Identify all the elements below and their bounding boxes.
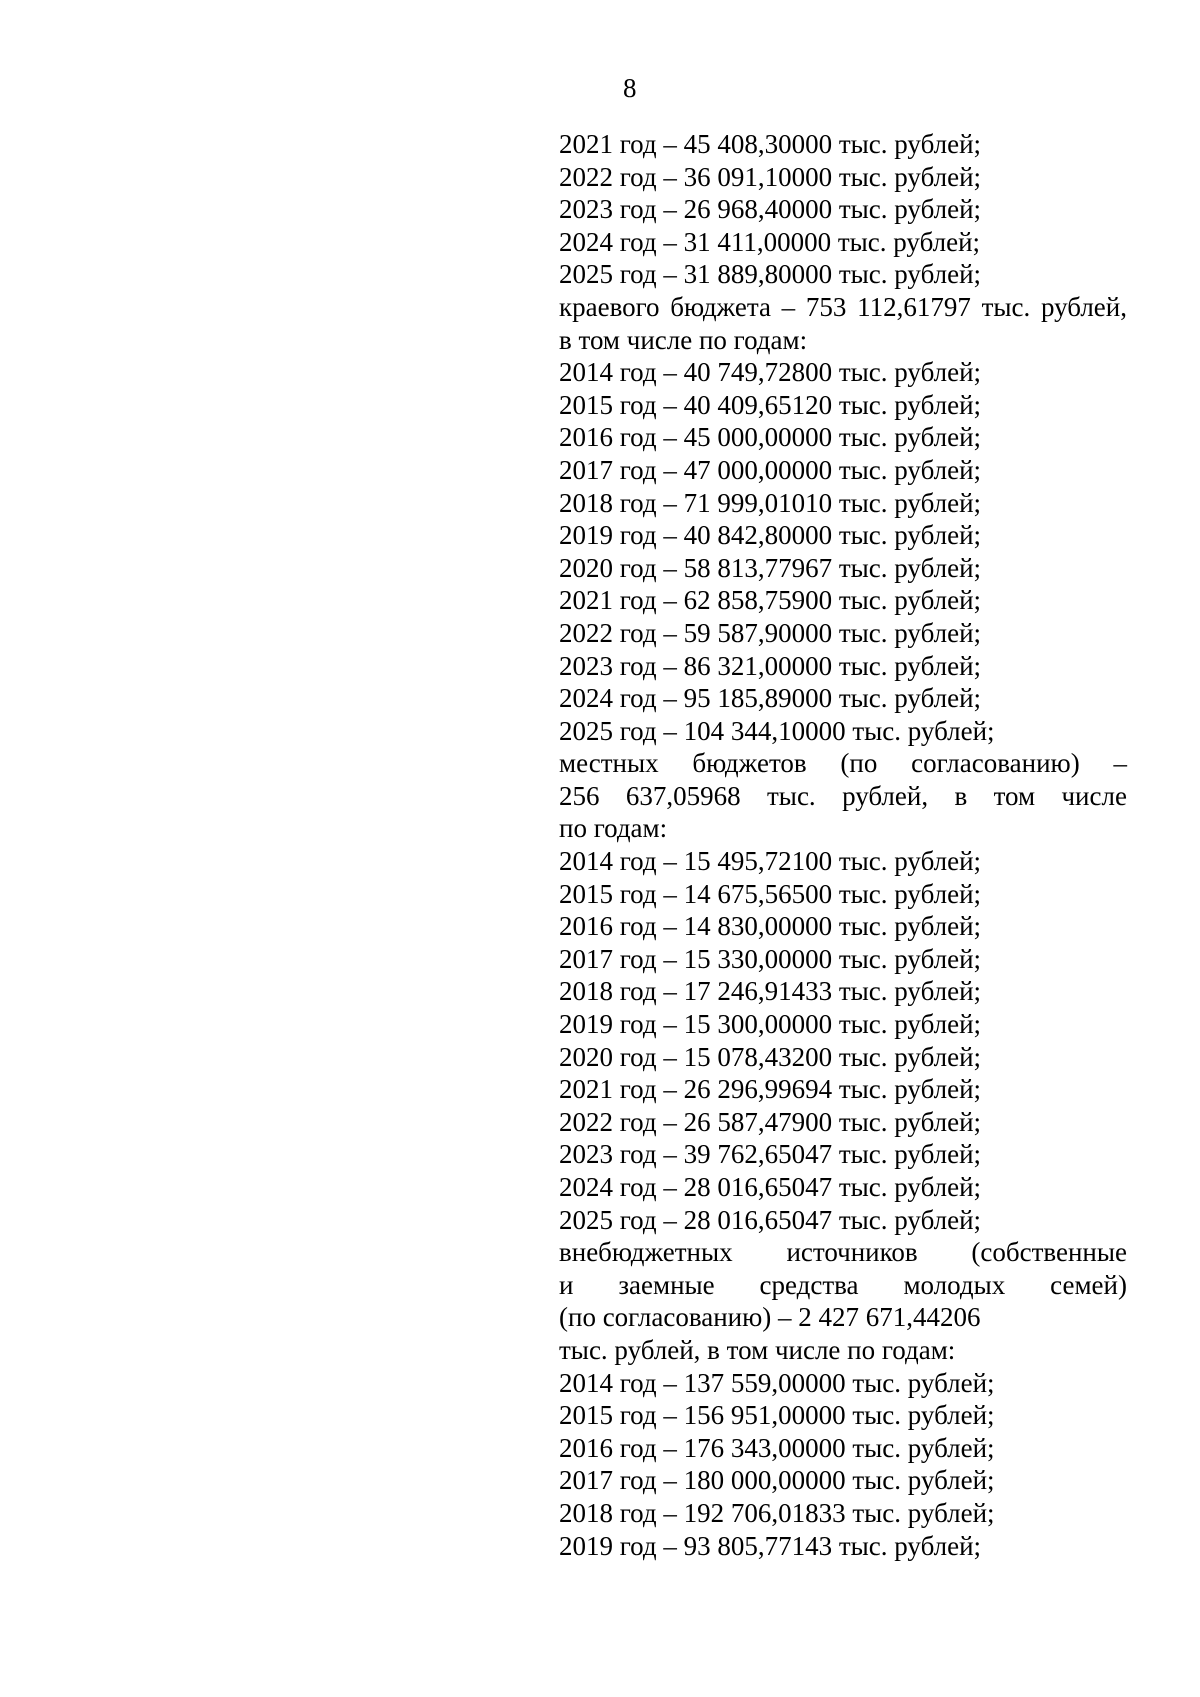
text-line: 2023 год – 39 762,65047 тыс. рублей; — [559, 1139, 982, 1170]
text-word: семей) — [1050, 1269, 1127, 1300]
text-word: 256 — [559, 780, 600, 811]
text-word: бюджета — [670, 291, 771, 322]
text-line: 2020 год – 58 813,77967 тыс. рублей; — [559, 552, 982, 583]
text-line — [559, 780, 1127, 813]
text-line: 2021 год – 62 858,75900 тыс. рублей; — [559, 585, 982, 616]
text-line: 2015 год – 14 675,56500 тыс. рублей; — [559, 878, 982, 909]
document-body — [559, 128, 1127, 1562]
text-line: 2021 год – 26 296,99694 тыс. рублей; — [559, 1074, 982, 1105]
text-line: 2023 год – 26 968,40000 тыс. рублей; — [559, 194, 982, 225]
text-word: том — [993, 780, 1036, 811]
text-line: тыс. рублей, в том числе по годам: — [559, 1334, 956, 1365]
text-line: 2014 год – 15 495,72100 тыс. рублей; — [559, 846, 982, 877]
text-line: 2022 год – 59 587,90000 тыс. рублей; — [559, 617, 982, 648]
text-word: числе — [1061, 780, 1127, 811]
text-word: внебюджетных — [559, 1237, 733, 1268]
text-line — [559, 1269, 1127, 1302]
text-line: 2024 год – 28 016,65047 тыс. рублей; — [559, 1172, 982, 1202]
text-word: согласованию) — [911, 748, 1080, 779]
text-line: 2024 год – 95 185,89000 тыс. рублей; — [559, 683, 982, 714]
text-word: молодых — [903, 1269, 1006, 1300]
text-word: – — [1113, 748, 1127, 779]
text-word: средства — [759, 1269, 859, 1300]
text-line — [559, 747, 1127, 780]
text-line: 2018 год – 17 246,91433 тыс. рублей; — [559, 976, 982, 1007]
text-word: 753 — [805, 291, 847, 322]
text-line: (по согласованию) – 2 427 671,44206 — [559, 1302, 981, 1333]
text-word: в — [954, 780, 968, 811]
text-word: бюджетов — [692, 748, 807, 779]
text-word: краевого — [559, 291, 660, 322]
text-line: 2023 год – 86 321,00000 тыс. рублей; — [559, 650, 982, 681]
text-word: 637,05968 — [625, 780, 741, 811]
text-line: 2016 год – 176 343,00000 тыс. рублей; — [559, 1432, 995, 1463]
text-line: 2021 год – 45 408,30000 тыс. рублей; — [559, 129, 982, 159]
text-word: рублей, — [1040, 291, 1127, 322]
text-line: 2019 год – 40 842,80000 тыс. рублей; — [559, 520, 982, 551]
text-word: и — [559, 1269, 574, 1300]
text-word: рублей, — [842, 780, 929, 811]
text-line: 2018 год – 192 706,01833 тыс. рублей; — [559, 1497, 995, 1528]
text-word: тыс. — [767, 780, 816, 811]
text-word: 112,61797 — [857, 291, 971, 322]
page-number: 8 — [623, 73, 637, 103]
text-line: 2014 год – 40 749,72800 тыс. рублей; — [559, 357, 982, 388]
text-line: 2019 год – 93 805,77143 тыс. рублей; — [559, 1530, 982, 1561]
text-line: 2014 год – 137 559,00000 тыс. рублей; — [559, 1367, 995, 1398]
text-word: – — [781, 291, 796, 322]
text-line: 2017 год – 47 000,00000 тыс. рублей; — [559, 454, 982, 485]
text-line: 2016 год – 45 000,00000 тыс. рублей; — [559, 422, 982, 453]
text-line: 2016 год – 14 830,00000 тыс. рублей; — [559, 911, 982, 942]
text-line: 2017 год – 180 000,00000 тыс. рублей; — [559, 1465, 995, 1496]
text-word: местных — [559, 748, 659, 779]
text-line: 2020 год – 15 078,43200 тыс. рублей; — [559, 1041, 982, 1072]
text-line: 2018 год – 71 999,01010 тыс. рублей; — [559, 487, 982, 518]
text-word: (собственные — [971, 1237, 1127, 1268]
text-word: тыс. — [981, 291, 1031, 322]
text-line: 2022 год – 26 587,47900 тыс. рублей; — [559, 1106, 982, 1137]
text-line: 2025 год – 28 016,65047 тыс. рублей; — [559, 1204, 982, 1235]
text-word: источников — [786, 1237, 918, 1268]
text-word: заемные — [618, 1269, 715, 1300]
text-line — [559, 1236, 1127, 1269]
text-line: 2025 год – 31 889,80000 тыс. рублей; — [559, 259, 982, 290]
text-line: в том числе по годам: — [559, 324, 808, 355]
text-word: (по — [840, 748, 878, 779]
text-line: 2019 год – 15 300,00000 тыс. рублей; — [559, 1009, 982, 1040]
text-line: 2025 год – 104 344,10000 тыс. рублей; — [559, 715, 995, 746]
text-line — [559, 291, 1127, 324]
text-line: 2024 год – 31 411,00000 тыс. рублей; — [559, 226, 981, 257]
text-line: 2015 год – 156 951,00000 тыс. рублей; — [559, 1400, 995, 1431]
text-line: по годам: — [559, 813, 668, 844]
text-line: 2015 год – 40 409,65120 тыс. рублей; — [559, 389, 982, 420]
text-line: 2017 год – 15 330,00000 тыс. рублей; — [559, 943, 982, 974]
text-line: 2022 год – 36 091,10000 тыс. рублей; — [559, 161, 982, 192]
